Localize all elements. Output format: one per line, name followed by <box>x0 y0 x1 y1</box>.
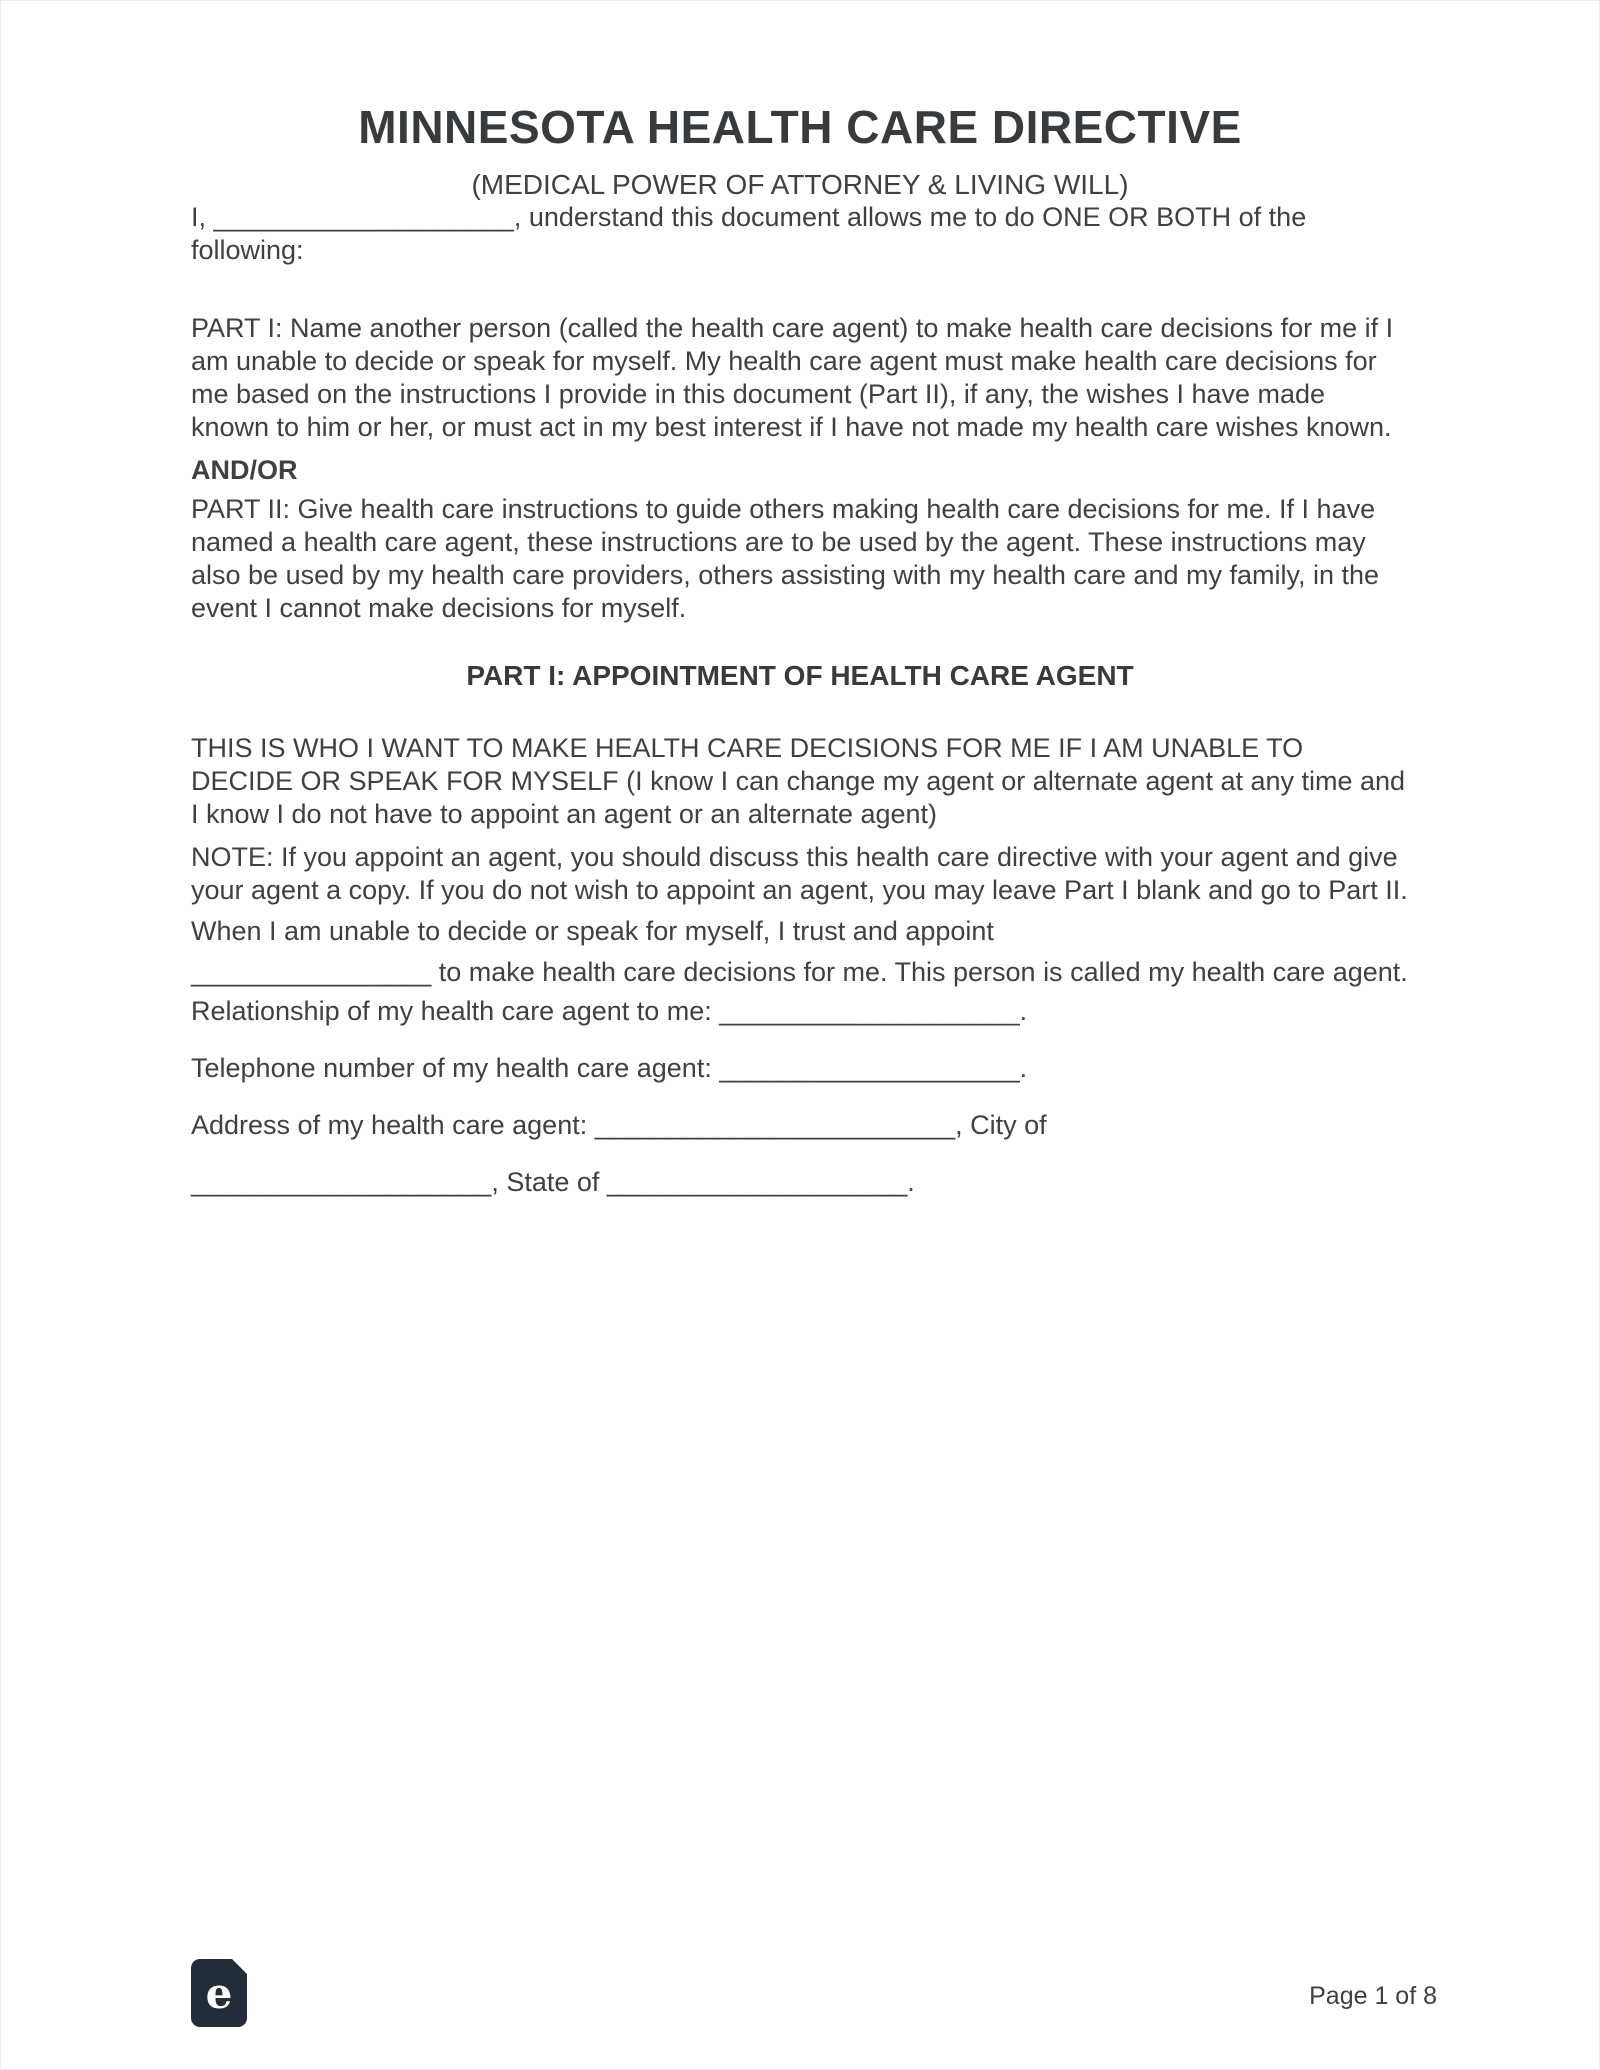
agent-relationship-blank[interactable]: ____________________ <box>719 996 1020 1027</box>
agent-telephone-blank[interactable]: ____________________ <box>719 1053 1020 1084</box>
document-title: MINNESOTA HEALTH CARE DIRECTIVE <box>358 101 1242 153</box>
intro-suffix: , understand this document allows me to do ONE OR BOTH of the following: <box>191 202 1307 266</box>
intro-paragraph <box>191 201 1409 267</box>
address-label: Address of my health care agent: <box>191 1110 595 1141</box>
note-paragraph: NOTE: If you appoint an agent, you should discuss this health care directive with your agent and give your agent a copy. If you do not wish to appoint an agent, you may leave Part I blank and go to Part II. <box>191 842 1408 906</box>
agent-name-blank[interactable]: ________________ <box>191 957 432 988</box>
document-subtitle: (MEDICAL POWER OF ATTORNEY & LIVING WILL) <box>471 168 1129 200</box>
eforms-logo-letter: e <box>205 1969 233 2018</box>
address-line <box>191 1109 1409 1142</box>
address-suffix: , City of <box>955 1110 1047 1141</box>
telephone-line <box>191 1052 1409 1085</box>
part1-heading: PART I: APPOINTMENT OF HEALTH CARE AGENT <box>466 660 1134 692</box>
eforms-logo <box>191 1959 247 2027</box>
who-paragraph: THIS IS WHO I WANT TO MAKE HEALTH CARE DECISIONS FOR ME IF I AM UNABLE TO DECIDE OR SPEAK FOR MYSELF (I know I can change my agent or alternate agent at any time and I know I do not have to appoint an agent or an alternate agent) <box>191 733 1406 830</box>
intro-prefix: I, <box>191 202 214 233</box>
agent-city-blank[interactable]: ____________________ <box>191 1167 492 1198</box>
appoint-lead-line: When I am unable to decide or speak for myself, I trust and appoint <box>191 916 994 947</box>
part2-description: PART II: Give health care instructions to guide others making health care decisions for me. If I have named a health care agent, these instructions are to be used by the agent. These instructions may also be used by my health care providers, others assisting with my health care and my family, in the event I cannot make decisions for myself. <box>191 494 1380 624</box>
appoint-suffix: to make health care decisions for me. This person is called my health care agent. <box>431 957 1408 988</box>
part1-description: PART I: Name another person (called the health care agent) to make health care decisions for me if I am unable to decide or speak for myself. My health care agent must make health care decisions for me based on the instructions I provide in this document (Part II), if any, the wishes I have made known to him or her, or must act in my best interest if I have not made my health care wishes known. <box>191 313 1394 443</box>
agent-state-blank[interactable]: ____________________ <box>606 1167 908 1198</box>
document-content <box>1 1 1599 1199</box>
city-state-period: . <box>907 1167 915 1198</box>
page-number: Page 1 of 8 <box>1309 1982 1437 2010</box>
page-fold-icon <box>232 1959 247 1974</box>
relationship-label: Relationship of my health care agent to me: <box>191 996 720 1027</box>
city-state-line <box>191 1166 1409 1199</box>
principal-name-blank[interactable]: ____________________ <box>213 202 514 233</box>
telephone-period: . <box>1019 1053 1028 1084</box>
state-of-label: , State of <box>491 1167 607 1198</box>
telephone-label: Telephone number of my health care agent: <box>191 1053 720 1084</box>
agent-address-blank[interactable]: ________________________ <box>594 1110 956 1141</box>
relationship-line <box>191 995 1409 1028</box>
appoint-line <box>191 956 1409 989</box>
and-or-label: AND/OR <box>191 455 298 486</box>
relationship-period: . <box>1019 996 1028 1027</box>
